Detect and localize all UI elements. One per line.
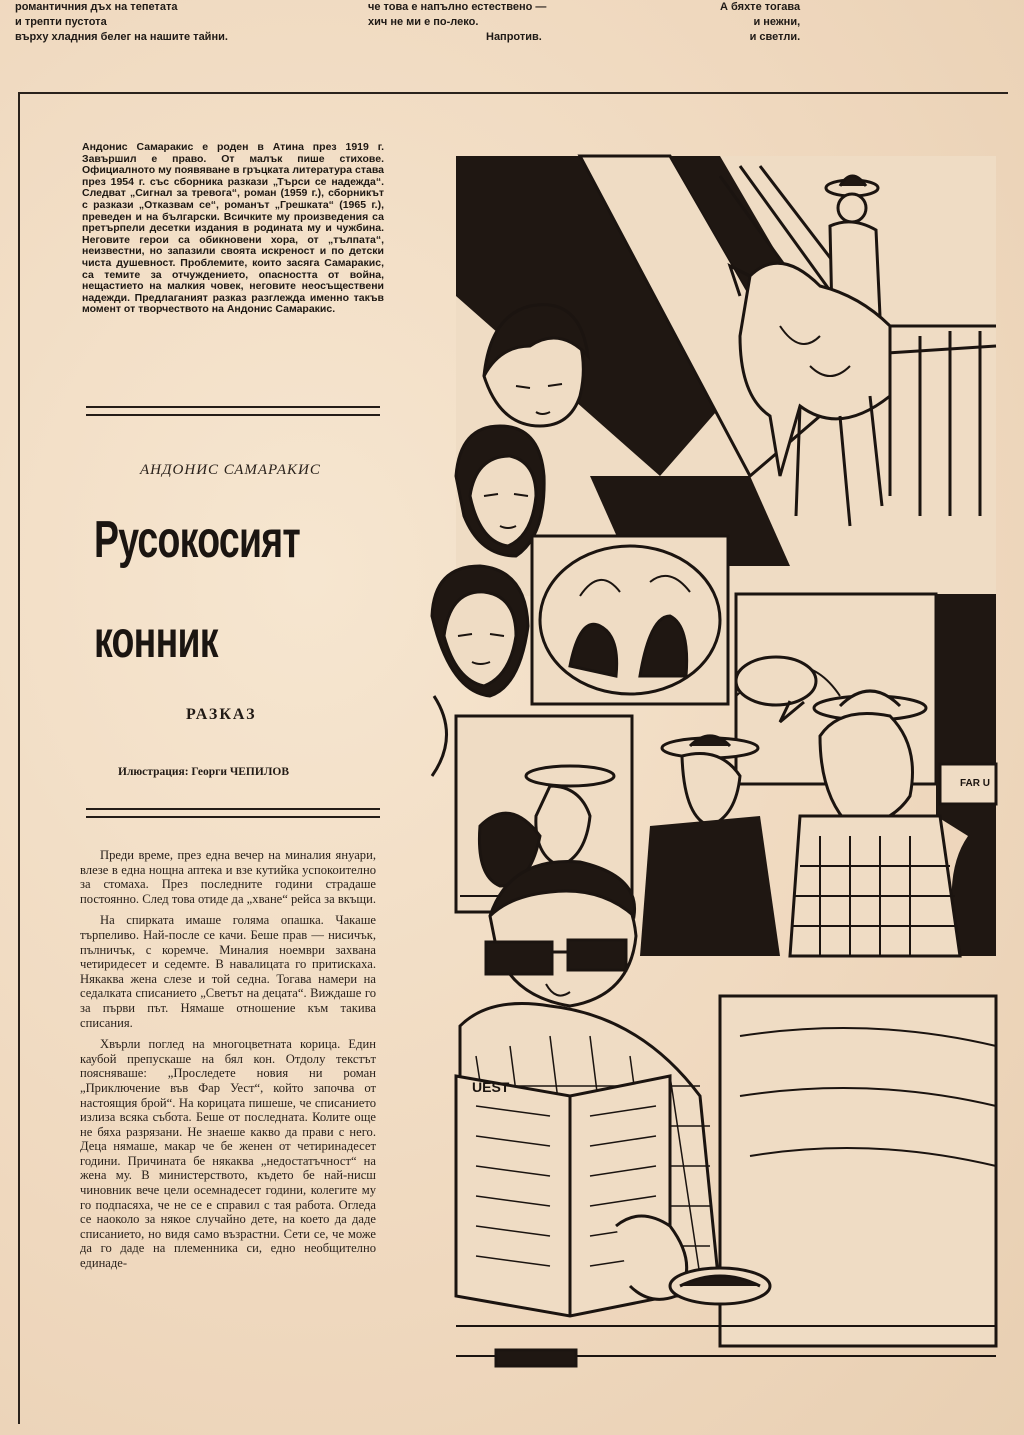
- previous-poem-fragment-right: [720, 0, 800, 45]
- divider-rule: [86, 406, 380, 416]
- fragment-line: и трепти пустота: [15, 16, 107, 28]
- fragment-line: А бяхте тогава: [720, 1, 801, 13]
- story-paragraph: На спирката имаше голяма опашка. Чакаше търпеливо. Най-после се качи. Беше прав — нисичък, пълничък, с коремче. Миналия ноември захвана четиридесет и седемте. В навалицата го притискаха. Някаква жена слезе и той седна. Тогава намери на седалката списанието „Светът на децата“. Виждаше го за първи път. Нямаше отношение към такива списания.: [80, 913, 376, 1030]
- magazine: [456, 1076, 687, 1316]
- story-title-line1: Русокосият: [94, 511, 300, 569]
- fragment-line: романтичния дъх на тепетата: [15, 1, 178, 13]
- genre-label: РАЗКАЗ: [186, 706, 257, 723]
- divider-rule: [86, 808, 380, 818]
- author-bio: Андонис Самаракис е роден в Атина през 1919 г. Завършил е право. От малък пише стихове. Официалното му появяване в гръцката литература става през 1954 г. със сборника разкази „Търси се надежда“. Следват „Сигнал за тревога“, роман (1959 г.), сборникът с разкази „Отказвам се“, романът „Грешката“ (1965 г.), преведен и на български. Всичките му произведения са претърпели десетки издания в родината му и чужбина. Неговите герои са обикновени хора, от „тълпата“, неизвестни, но запазили своята искреност и по детски чиста душевност. Проблемите, които засяга Самаракис, са темите за отчуждението, опасността от война, нещастието на малкия човек, неговите неосъществени надежди. Предлаганият разказ разглежда именно такъв момент от творчеството на Андонис Самаракис.: [82, 141, 384, 316]
- oval-inset-panel: [532, 536, 728, 704]
- story-title-line2: конник: [94, 611, 218, 669]
- magazine-title-text: UEST: [472, 1079, 510, 1095]
- story-paragraph: Преди време, през една вечер на миналия януари, влезе в една нощна аптека и взе кутийка успокоително за стомаха. През последните години страдаше постоянно. След това отиде да „хване“ рейса за вкъщи.: [80, 848, 376, 906]
- author-name: АНДОНИС САМАРАКИС: [140, 462, 321, 478]
- sign-text: FAR U: [960, 778, 990, 789]
- fragment-line: че това е напълно естествено —: [368, 1, 547, 13]
- previous-poem-fragment-middle: [368, 0, 546, 45]
- comic-illustration: [420, 96, 1006, 1386]
- story-body: [80, 848, 376, 1278]
- fragment-line: и светли.: [749, 31, 801, 43]
- fragment-line: върху хладния белег на нашите тайни.: [15, 31, 228, 43]
- previous-poem-fragment-left: [15, 0, 228, 45]
- illustration-credit: Илюстрация: Георги ЧЕПИЛОВ: [118, 766, 290, 778]
- fragment-line: Напротив.: [486, 31, 542, 43]
- fragment-line: хич не ми е по-леко.: [368, 16, 479, 28]
- story-paragraph: Хвърли поглед на многоцветната корица. Един каубой препускаше на бял кон. Отдолу текстът поясняваше: „Проследете новия ни роман „Приключение във Фар Уест“, който започва от настоящия брой“. На корицата пишеше, че списанието излиза всяка събота. Беше от последната. Колите още не бяха разрязани. Не знаеше какво да прави с него. Деца нямаше, макар че бе женен от четиринадесет години. Причината бе някаква „недостатъчност“ на жена му. В министерството, където бе най-нисш чиновник вече цели осемнадесет години, колегите му го подпасяха, че не се е справил с тая работа. Огледа се наоколо за някое случайно дете, на което да даде списанието, но видя само възрастни. Сети се, че може да го даде на племенника си, едно необщително единаде-: [80, 1037, 376, 1271]
- fragment-line: и нежни,: [753, 16, 801, 28]
